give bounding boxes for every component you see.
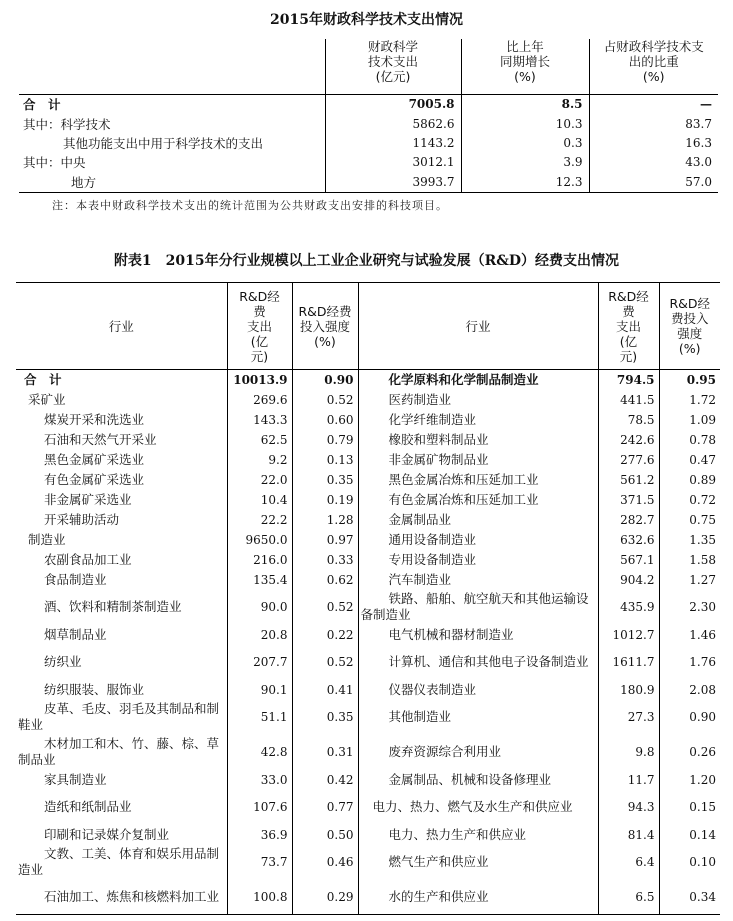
table-row bbox=[16, 880, 720, 915]
table-row bbox=[16, 570, 720, 590]
table1-cell-v3: 16.3 bbox=[589, 134, 718, 153]
table-row bbox=[16, 790, 720, 825]
rd-intensity: 1.20 bbox=[689, 772, 716, 787]
rd-spend: 51.1 bbox=[227, 700, 292, 735]
industry-name: 计算机、通信和其他电子设备制造业 bbox=[358, 645, 598, 680]
rd-spend: 11.7 bbox=[598, 770, 659, 790]
industry-name: 非金属矿物制品业 bbox=[358, 450, 598, 470]
rd-intensity: 0.26 bbox=[689, 745, 716, 759]
rd-spend: 81.4 bbox=[598, 825, 659, 845]
table1-row-label: 其中：中央 bbox=[23, 155, 86, 171]
industry-name: 化学纤维制造业 bbox=[358, 410, 598, 430]
table-row bbox=[16, 410, 720, 430]
rd-intensity: 0.75 bbox=[689, 512, 716, 527]
industry-name: 木材加工和木、竹、藤、棕、草制品业 bbox=[16, 735, 227, 770]
table-row bbox=[16, 550, 720, 570]
industry-name: 食品制造业 bbox=[16, 570, 227, 590]
industry-name: 废弃资源综合利用业 bbox=[358, 735, 598, 770]
rd-spend: 100.8 bbox=[227, 880, 292, 915]
rd-intensity: 0.52 bbox=[292, 590, 358, 625]
table1-cell-v2: 12.3 bbox=[461, 173, 589, 193]
rd-spend: 10.4 bbox=[227, 490, 292, 510]
rd-intensity: 0.14 bbox=[689, 827, 716, 842]
rd-spend: 904.2 bbox=[598, 570, 659, 590]
rd-intensity: 0.13 bbox=[292, 450, 358, 470]
rd-spend: 42.8 bbox=[227, 735, 292, 770]
rd-intensity: 2.08 bbox=[689, 682, 716, 697]
table-row bbox=[16, 390, 720, 410]
rd-intensity: 0.90 bbox=[689, 710, 716, 724]
rd-spend: 22.2 bbox=[227, 510, 292, 530]
table-row bbox=[16, 700, 720, 735]
table1-cell-v1: 7005.8 bbox=[325, 95, 461, 115]
industry-name: 黑色金属矿采选业 bbox=[16, 450, 227, 470]
industry-name: 化学原料和化学制品制造业 bbox=[358, 370, 598, 390]
rd-intensity: 0.50 bbox=[292, 825, 358, 845]
table1-row-label: 其中：科学技术 bbox=[23, 116, 111, 132]
industry-name: 电气机械和器材制造业 bbox=[358, 625, 598, 645]
rd-intensity: 0.60 bbox=[292, 410, 358, 430]
rd-spend: 135.4 bbox=[227, 570, 292, 590]
industry-name: 开采辅助活动 bbox=[16, 510, 227, 530]
rd-intensity: 0.97 bbox=[292, 530, 358, 550]
industry-name: 有色金属矿采选业 bbox=[16, 470, 227, 490]
rd-intensity: 0.46 bbox=[292, 845, 358, 880]
rd-spend: 90.0 bbox=[227, 590, 292, 625]
industry-name: 烟草制品业 bbox=[16, 625, 227, 645]
industry-name: 仪器仪表制造业 bbox=[358, 680, 598, 700]
table1-row-label: 合 计 bbox=[23, 97, 61, 113]
header-intensity-right: R&D经 费投入 强度 (%) bbox=[659, 283, 720, 370]
rd-intensity: 0.79 bbox=[292, 430, 358, 450]
industry-name: 有色金属冶炼和压延加工业 bbox=[358, 490, 598, 510]
rd-spend: 36.9 bbox=[227, 825, 292, 845]
table-row bbox=[16, 490, 720, 510]
table-row bbox=[16, 680, 720, 700]
rd-intensity: 1.58 bbox=[689, 552, 716, 567]
rd-intensity: 0.34 bbox=[689, 889, 716, 904]
industry-rd-table bbox=[16, 282, 720, 915]
fiscal-st-expenditure-table bbox=[19, 39, 718, 193]
rd-intensity: 0.72 bbox=[689, 492, 716, 507]
rd-spend: 90.1 bbox=[227, 680, 292, 700]
table1-cell-v1: 1143.2 bbox=[325, 134, 461, 153]
rd-spend: 9.8 bbox=[598, 735, 659, 770]
table1-cell-v3: 83.7 bbox=[589, 114, 718, 133]
rd-spend: 1611.7 bbox=[598, 645, 659, 680]
header-industry-right: 行业 bbox=[358, 283, 598, 370]
table1-header-share: 占财政科学技术支 出的比重 (%) bbox=[589, 39, 718, 95]
rd-intensity: 0.29 bbox=[292, 880, 358, 915]
industry-name: 非金属矿采选业 bbox=[16, 490, 227, 510]
rd-intensity: 1.27 bbox=[689, 572, 716, 587]
rd-intensity: 0.33 bbox=[292, 550, 358, 570]
rd-spend: 632.6 bbox=[598, 530, 659, 550]
rd-intensity: 0.35 bbox=[292, 470, 358, 490]
table1-cell-v2: 10.3 bbox=[461, 114, 589, 133]
rd-spend: 207.7 bbox=[227, 645, 292, 680]
header-intensity-left: R&D经费 投入强度 (%) bbox=[292, 283, 358, 370]
rd-spend: 78.5 bbox=[598, 410, 659, 430]
rd-spend: 794.5 bbox=[598, 370, 659, 390]
table1-row bbox=[19, 95, 718, 115]
rd-intensity: 0.78 bbox=[689, 432, 716, 447]
rd-intensity: 0.15 bbox=[689, 800, 716, 814]
rd-intensity: 0.90 bbox=[292, 370, 358, 390]
rd-spend: 9650.0 bbox=[227, 530, 292, 550]
rd-spend: 441.5 bbox=[598, 390, 659, 410]
table1-cell-v2: 8.5 bbox=[461, 95, 589, 115]
rd-spend: 107.6 bbox=[227, 790, 292, 825]
table1-row-label: 其他功能支出中用于科学技术的支出 bbox=[63, 135, 264, 151]
table1-header-blank bbox=[19, 39, 325, 95]
industry-name: 石油和天然气开采业 bbox=[16, 430, 227, 450]
rd-spend: 242.6 bbox=[598, 430, 659, 450]
rd-intensity: 0.42 bbox=[292, 770, 358, 790]
rd-spend: 435.9 bbox=[598, 590, 659, 625]
rd-intensity: 1.46 bbox=[689, 627, 716, 642]
industry-name: 采矿业 bbox=[16, 390, 227, 410]
industry-name: 水的生产和供应业 bbox=[358, 880, 598, 915]
table1-row bbox=[19, 153, 718, 172]
table1-row bbox=[19, 134, 718, 153]
rd-intensity: 0.47 bbox=[689, 452, 716, 467]
table-row bbox=[16, 825, 720, 845]
rd-spend: 9.2 bbox=[227, 450, 292, 470]
industry-name: 农副食品加工业 bbox=[16, 550, 227, 570]
table1-cell-v1: 3993.7 bbox=[325, 173, 461, 193]
rd-intensity: 0.22 bbox=[292, 625, 358, 645]
table1-cell-v3: 43.0 bbox=[589, 153, 718, 172]
header-spend-right: R&D经 费 支出 (亿 元) bbox=[598, 283, 659, 370]
table1-cell-v2: 3.9 bbox=[461, 153, 589, 172]
rd-intensity: 2.30 bbox=[689, 600, 716, 614]
table-row bbox=[16, 450, 720, 470]
table-row bbox=[16, 645, 720, 680]
table2-title: 附表1 2015年分行业规模以上工业企业研究与试验发展（R&D）经费支出情况 bbox=[113, 253, 620, 269]
industry-name: 医药制造业 bbox=[358, 390, 598, 410]
rd-spend: 94.3 bbox=[598, 790, 659, 825]
rd-spend: 22.0 bbox=[227, 470, 292, 490]
industry-name: 印刷和记录媒介复制业 bbox=[16, 825, 227, 845]
table1-row bbox=[19, 114, 718, 133]
industry-name: 家具制造业 bbox=[16, 770, 227, 790]
table1-header-expenditure: 财政科学 技术支出 (亿元) bbox=[325, 39, 461, 95]
industry-name: 纺织服装、服饰业 bbox=[16, 680, 227, 700]
industry-name: 铁路、船舶、航空航天和其他运输设备制造业 bbox=[358, 590, 598, 625]
table1-cell-v3: — bbox=[589, 95, 718, 115]
industry-name: 黑色金属冶炼和压延加工业 bbox=[358, 470, 598, 490]
rd-spend: 269.6 bbox=[227, 390, 292, 410]
industry-name: 电力、热力、燃气及水生产和供应业 bbox=[358, 790, 598, 825]
industry-name: 金属制品业 bbox=[358, 510, 598, 530]
rd-intensity: 0.89 bbox=[689, 472, 716, 487]
rd-intensity: 1.35 bbox=[689, 532, 716, 547]
table1-row-label: 地方 bbox=[19, 173, 325, 193]
table-row bbox=[16, 845, 720, 880]
rd-intensity: 1.28 bbox=[292, 510, 358, 530]
rd-spend: 10013.9 bbox=[227, 370, 292, 390]
rd-intensity: 1.72 bbox=[689, 392, 716, 407]
rd-spend: 567.1 bbox=[598, 550, 659, 570]
rd-intensity: 1.76 bbox=[689, 655, 716, 669]
industry-name: 酒、饮料和精制茶制造业 bbox=[16, 590, 227, 625]
industry-name: 通用设备制造业 bbox=[358, 530, 598, 550]
rd-spend: 277.6 bbox=[598, 450, 659, 470]
industry-name: 制造业 bbox=[16, 530, 227, 550]
rd-intensity: 0.19 bbox=[292, 490, 358, 510]
industry-name: 电力、热力生产和供应业 bbox=[358, 825, 598, 845]
industry-name: 石油加工、炼焦和核燃料加工业 bbox=[16, 880, 227, 915]
rd-intensity: 0.41 bbox=[292, 680, 358, 700]
industry-name: 金属制品、机械和设备修理业 bbox=[358, 770, 598, 790]
rd-spend: 27.3 bbox=[598, 700, 659, 735]
table-row bbox=[16, 430, 720, 450]
table-row bbox=[16, 530, 720, 550]
table1-cell-v1: 3012.1 bbox=[325, 153, 461, 172]
industry-name: 橡胶和塑料制品业 bbox=[358, 430, 598, 450]
rd-spend: 561.2 bbox=[598, 470, 659, 490]
rd-spend: 143.3 bbox=[227, 410, 292, 430]
table-row bbox=[16, 735, 720, 770]
table-row bbox=[16, 590, 720, 625]
industry-name: 燃气生产和供应业 bbox=[358, 845, 598, 880]
rd-spend: 1012.7 bbox=[598, 625, 659, 645]
rd-intensity: 0.31 bbox=[292, 735, 358, 770]
table-row bbox=[16, 770, 720, 790]
table-row bbox=[16, 510, 720, 530]
rd-intensity: 0.10 bbox=[689, 855, 716, 869]
header-spend-left: R&D经 费 支出 (亿 元) bbox=[227, 283, 292, 370]
table1-cell-v2: 0.3 bbox=[461, 134, 589, 153]
industry-name: 纺织业 bbox=[16, 645, 227, 680]
rd-spend: 180.9 bbox=[598, 680, 659, 700]
rd-intensity: 1.09 bbox=[689, 412, 716, 427]
industry-name: 造纸和纸制品业 bbox=[16, 790, 227, 825]
table-row bbox=[16, 470, 720, 490]
rd-spend: 6.4 bbox=[598, 845, 659, 880]
table1-note: 注：本表中财政科学技术支出的统计范围为公共财政支出安排的科技项目。 bbox=[52, 199, 448, 212]
industry-name: 文教、工美、体育和娱乐用品制造业 bbox=[16, 845, 227, 880]
table1-title: 2015年财政科学技术支出情况 bbox=[270, 12, 463, 28]
rd-intensity: 0.52 bbox=[292, 390, 358, 410]
industry-name: 其他制造业 bbox=[358, 700, 598, 735]
rd-intensity: 0.35 bbox=[292, 700, 358, 735]
table1-header-growth: 比上年 同期增长 (%) bbox=[461, 39, 589, 95]
rd-intensity: 0.77 bbox=[292, 790, 358, 825]
industry-name: 合 计 bbox=[16, 370, 227, 390]
rd-intensity: 0.52 bbox=[292, 645, 358, 680]
industry-name: 煤炭开采和洗选业 bbox=[16, 410, 227, 430]
industry-name: 汽车制造业 bbox=[358, 570, 598, 590]
rd-spend: 73.7 bbox=[227, 845, 292, 880]
industry-name: 专用设备制造业 bbox=[358, 550, 598, 570]
rd-spend: 371.5 bbox=[598, 490, 659, 510]
table-row bbox=[16, 625, 720, 645]
table1-cell-v3: 57.0 bbox=[589, 173, 718, 193]
rd-spend: 282.7 bbox=[598, 510, 659, 530]
rd-spend: 20.8 bbox=[227, 625, 292, 645]
rd-spend: 6.5 bbox=[598, 880, 659, 915]
header-industry-left: 行业 bbox=[16, 283, 227, 370]
table1-cell-v1: 5862.6 bbox=[325, 114, 461, 133]
rd-spend: 33.0 bbox=[227, 770, 292, 790]
table-row bbox=[16, 370, 720, 390]
rd-spend: 62.5 bbox=[227, 430, 292, 450]
rd-intensity: 0.95 bbox=[686, 372, 716, 387]
table1-row bbox=[19, 173, 718, 193]
industry-name: 皮革、毛皮、羽毛及其制品和制鞋业 bbox=[16, 700, 227, 735]
rd-spend: 216.0 bbox=[227, 550, 292, 570]
rd-intensity: 0.62 bbox=[292, 570, 358, 590]
